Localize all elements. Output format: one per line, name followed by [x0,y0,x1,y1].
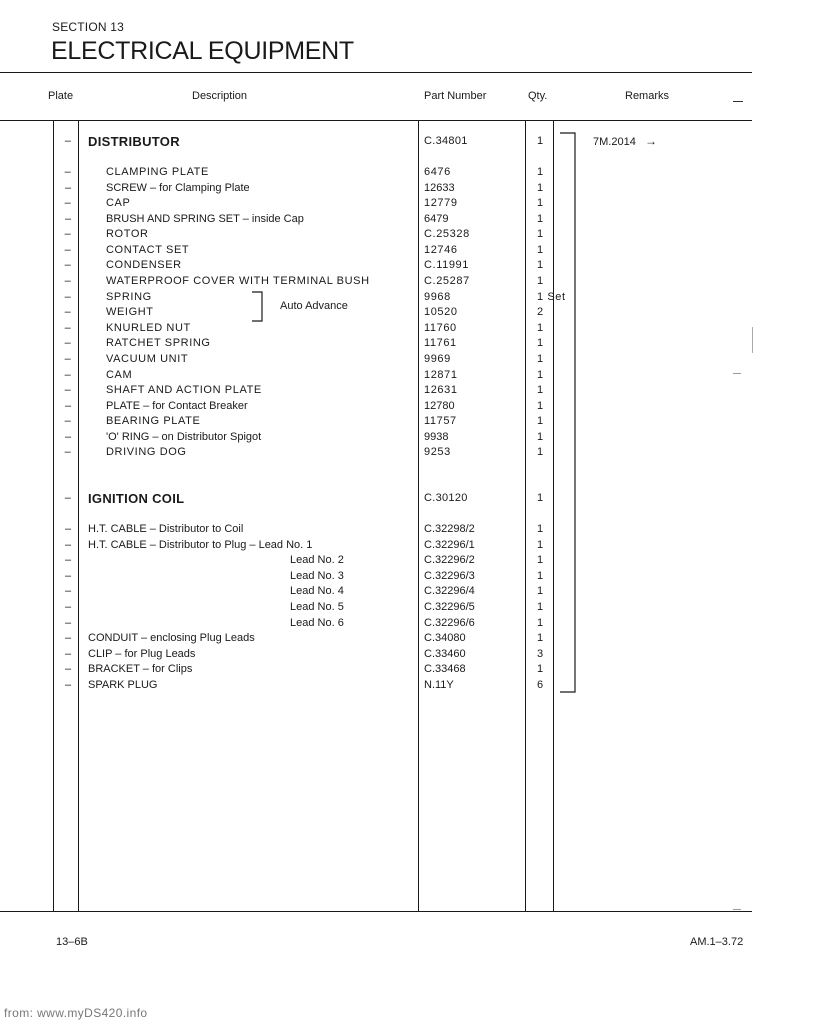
qty-cell: 1 [537,369,544,381]
description-cell: CLAMPING PLATE [106,166,209,178]
auto-advance-label: Auto Advance [280,300,348,312]
plate-cell: – [64,166,72,178]
watermark: from: www.myDS420.info [4,1006,148,1020]
part-number-cell: C.11991 [424,259,469,271]
qty-cell: 6 [537,679,544,691]
arrow-right-icon: → [645,134,657,148]
remarks-group-bracket [558,131,580,695]
plate-cell: – [64,400,72,412]
description-cell: Lead No. 6 [290,617,344,629]
part-number-cell: C.30120 [424,492,468,504]
scan-mark [733,101,743,102]
qty-cell: 1 [537,415,544,427]
scan-mark [733,373,741,374]
description-cell: VACUUM UNIT [106,353,189,365]
header-rule [0,72,752,73]
qty-cell: 1 [537,322,544,334]
part-number-cell: 9938 [424,431,449,443]
description-cell: KNURLED NUT [106,322,191,334]
table-row [0,616,816,631]
table-row [0,196,816,211]
qty-cell: 1 [537,197,544,209]
plate-cell: – [64,648,72,660]
table-row [0,414,816,429]
plate-cell: – [64,135,72,147]
part-number-cell: 9253 [424,446,451,458]
plate-cell: – [64,663,72,675]
part-number-cell: C.33460 [424,648,466,660]
part-number-cell: 6476 [424,166,451,178]
plate-cell: – [64,259,72,271]
qty-cell: 1 [537,353,544,365]
qty-cell: 1 [537,523,544,535]
plate-cell: – [64,415,72,427]
qty-cell: 1 [537,446,544,458]
part-number-cell: 12779 [424,197,458,209]
qty-cell: 1 [537,617,544,629]
plate-cell: – [64,492,72,504]
qty-cell: 1 [537,384,544,396]
table-row [0,678,816,693]
table-top-rule [0,120,752,121]
description-cell: WEIGHT [106,306,154,318]
description-cell: Lead No. 5 [290,601,344,613]
part-number-cell: N.11Y [424,679,454,691]
qty-cell: 1 [537,135,544,147]
plate-cell: – [64,679,72,691]
qty-cell: 1 [537,492,544,504]
column-header-description: Description [192,90,248,102]
plate-cell: – [64,523,72,535]
qty-cell: 1 [537,400,544,412]
plate-cell: – [64,585,72,597]
plate-cell: – [64,446,72,458]
qty-cell: 1 [537,337,544,349]
table-row [0,258,816,273]
column-header-plate: Plate [48,90,74,102]
table-row [0,662,816,677]
description-cell: SPARK PLUG [88,679,158,691]
part-number-cell: C.32296/3 [424,570,475,582]
plate-cell: – [64,617,72,629]
part-number-cell: 9968 [424,291,451,303]
part-number-cell: 12780 [424,400,455,412]
part-number-cell: C.25328 [424,228,470,240]
table-row [0,491,816,506]
part-number-cell: C.34080 [424,632,466,644]
page-title: ELECTRICAL EQUIPMENT [51,37,354,65]
description-cell: SHAFT AND ACTION PLATE [106,384,262,396]
table-row [0,538,816,553]
part-number-cell: 12633 [424,182,455,194]
qty-cell: 1 Set [537,291,566,303]
description-cell: Lead No. 3 [290,570,344,582]
description-cell: SCREW – for Clamping Plate [106,182,250,194]
description-cell: CAP [106,197,131,209]
description-cell: BRACKET – for Clips [88,663,193,675]
plate-cell: – [64,539,72,551]
plate-cell: – [64,228,72,240]
qty-cell: 1 [537,213,544,225]
part-number-cell: 6479 [424,213,449,225]
plate-cell: – [64,197,72,209]
description-cell: BEARING PLATE [106,415,201,427]
column-header-part-number: Part Number [424,90,487,102]
auto-advance-bracket [250,291,266,323]
description-cell: ROTOR [106,228,149,240]
table-row [0,305,816,320]
part-number-cell: C.32298/2 [424,523,475,535]
plate-cell: – [64,337,72,349]
qty-cell: 2 [537,306,544,318]
table-row [0,290,816,305]
qty-cell: 1 [537,228,544,240]
plate-cell: – [64,632,72,644]
plate-cell: – [64,244,72,256]
column-header-qty: Qty. [528,90,548,102]
plate-cell: – [64,275,72,287]
description-cell: 'O' RING – on Distributor Spigot [106,431,262,443]
part-number-cell: C.25287 [424,275,470,287]
part-number-cell: 9969 [424,353,451,365]
qty-cell: 1 [537,182,544,194]
part-number-cell: C.32296/1 [424,539,475,551]
table-row [0,569,816,584]
table-row [0,383,816,398]
table-row [0,227,816,242]
qty-cell: 1 [537,632,544,644]
plate-cell: – [64,213,72,225]
part-number-cell: 11760 [424,322,457,334]
description-cell: BRUSH AND SPRING SET – inside Cap [106,213,304,225]
plate-cell: – [64,570,72,582]
part-number-cell: 11757 [424,415,457,427]
description-cell: Lead No. 4 [290,585,344,597]
scan-mark [733,909,741,910]
table-row [0,181,816,196]
description-cell: CONDENSER [106,259,182,271]
part-number-cell: C.32296/4 [424,585,475,597]
plate-cell: – [64,431,72,443]
plate-cell: – [64,306,72,318]
description-cell: CONTACT SET [106,244,190,256]
table-row [0,352,816,367]
table-row [0,165,816,180]
table-row [0,647,816,662]
qty-cell: 1 [537,554,544,566]
table-row [0,243,816,258]
plate-cell: – [64,182,72,194]
qty-cell: 1 [537,275,544,287]
plate-cell: – [64,322,72,334]
part-number-cell: C.34801 [424,135,468,147]
description-cell: WATERPROOF COVER WITH TERMINAL BUSH [106,275,370,287]
table-row [0,274,816,289]
part-number-cell: C.33468 [424,663,466,675]
description-cell: Lead No. 2 [290,554,344,566]
qty-cell: 1 [537,259,544,271]
description-cell: CONDUIT – enclosing Plug Leads [88,632,255,644]
description-cell: DISTRIBUTOR [88,134,180,149]
section-label: SECTION 13 [52,20,125,34]
description-cell: H.T. CABLE – Distributor to Coil [88,523,244,535]
table-row [0,600,816,615]
description-cell: IGNITION COIL [88,491,185,506]
part-number-cell: 12871 [424,369,458,381]
plate-cell: – [64,384,72,396]
qty-cell: 3 [537,648,544,660]
qty-cell: 1 [537,663,544,675]
part-number-cell: 11761 [424,337,457,349]
table-row [0,522,816,537]
plate-cell: – [64,369,72,381]
description-cell: CLIP – for Plug Leads [88,648,196,660]
part-number-cell: C.32296/5 [424,601,475,613]
remark-text: 7M.2014 [593,136,636,148]
table-row [0,134,816,149]
part-number-cell: C.32296/2 [424,554,475,566]
description-cell: H.T. CABLE – Distributor to Plug – Lead No. 1 [88,539,313,551]
table-row [0,399,816,414]
part-number-cell: C.32296/6 [424,617,475,629]
description-cell: CAM [106,369,133,381]
table-row [0,368,816,383]
qty-cell: 1 [537,585,544,597]
table-row [0,212,816,227]
description-cell: PLATE – for Contact Breaker [106,400,248,412]
plate-cell: – [64,554,72,566]
qty-cell: 1 [537,166,544,178]
table-row [0,445,816,460]
qty-cell: 1 [537,601,544,613]
description-cell: DRIVING DOG [106,446,187,458]
qty-cell: 1 [537,431,544,443]
scan-mark [752,327,753,353]
table-row [0,336,816,351]
part-number-cell: 12631 [424,384,458,396]
column-header-remarks: Remarks [625,90,670,102]
table-row [0,430,816,445]
table-row [0,553,816,568]
description-cell: SPRING [106,291,152,303]
plate-cell: – [64,601,72,613]
table-row [0,584,816,599]
table-bottom-rule [0,911,752,912]
table-row [0,321,816,336]
part-number-cell: 12746 [424,244,458,256]
page-number: 13–6B [56,936,88,948]
description-cell: RATCHET SPRING [106,337,211,349]
part-number-cell: 10520 [424,306,458,318]
qty-cell: 1 [537,570,544,582]
qty-cell: 1 [537,539,544,551]
plate-cell: – [64,353,72,365]
table-row [0,631,816,646]
document-code: AM.1–3.72 [690,936,744,948]
qty-cell: 1 [537,244,544,256]
plate-cell: – [64,291,72,303]
